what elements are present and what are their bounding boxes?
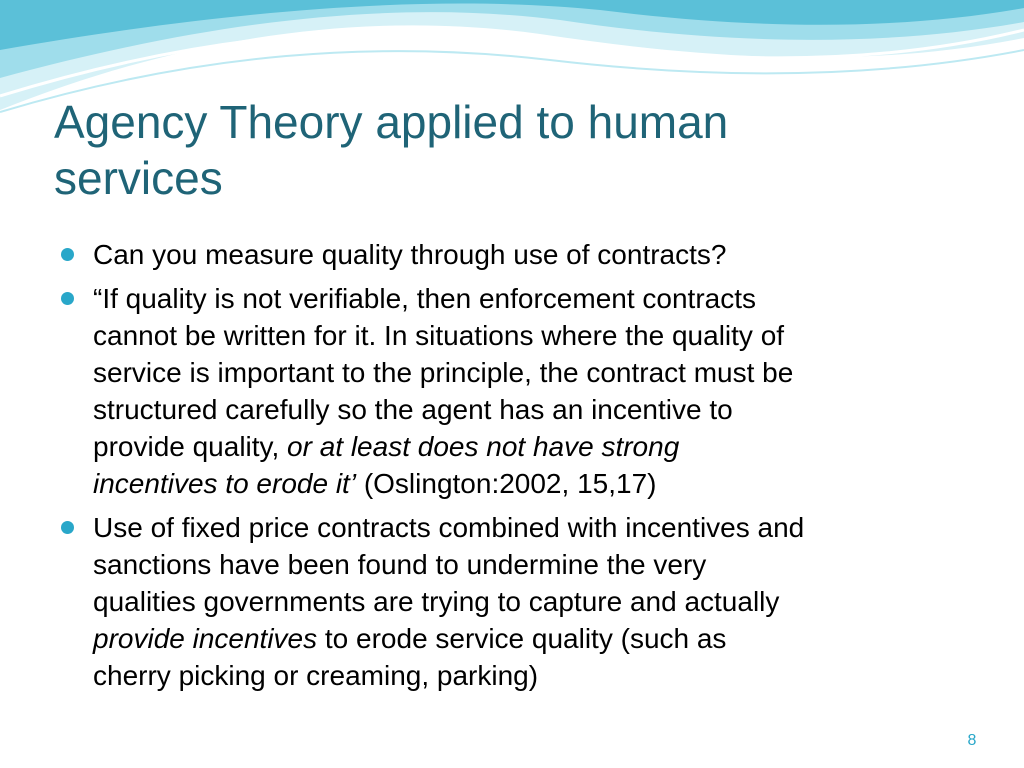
bullet-2-line-5-italic: or at least does not have strong (287, 431, 680, 462)
bullet-item-2 (60, 280, 980, 502)
slide-title-line-1: Agency Theory applied to human (54, 96, 729, 148)
bullet-dot-icon (61, 292, 74, 305)
bullet-3-line-1: Use of fixed price contracts combined with incentives and (93, 512, 805, 543)
bullet-3-line-4-plain: to erode service quality (such as (317, 623, 727, 654)
bullet-dot-icon (61, 521, 74, 534)
bullet-2-line-6 (93, 465, 980, 502)
bullet-list (60, 236, 980, 701)
bullet-3-line-2: sanctions have been found to undermine the very (93, 549, 707, 580)
slide-page-number: 8 (967, 732, 977, 749)
bullet-item-3 (60, 509, 980, 694)
bullet-2-line-1: “If quality is not verifiable, then enforcement contracts (93, 283, 756, 314)
bullet-3-line-5: cherry picking or creaming, parking) (93, 660, 539, 691)
bullet-3-line-4 (93, 620, 980, 657)
bullet-dot-icon (61, 248, 74, 261)
bullet-2-line-6-italic: incentives to erode it’ (93, 468, 357, 499)
bullet-2-line-3: service is important to the principle, the contract must be (93, 357, 794, 388)
bullet-2-line-2: cannot be written for it. In situations where the quality of (93, 320, 785, 351)
slide-title-line-2: services (54, 152, 223, 204)
bullet-2-line-5 (93, 428, 980, 465)
slide-title (54, 94, 954, 206)
bullet-3-line-4-italic: provide incentives (93, 623, 318, 654)
bullet-3-line-3: qualities governments are trying to capture and actually (93, 586, 780, 617)
bullet-2-line-6-plain: (Oslington:2002, 15,17) (356, 468, 657, 499)
bullet-1-line-1: Can you measure quality through use of contracts? (93, 239, 727, 270)
bullet-2-line-5-plain: provide quality, (93, 431, 288, 462)
bullet-2-line-4: structured carefully so the agent has an incentive to (93, 394, 733, 425)
bullet-item-1 (60, 236, 980, 273)
